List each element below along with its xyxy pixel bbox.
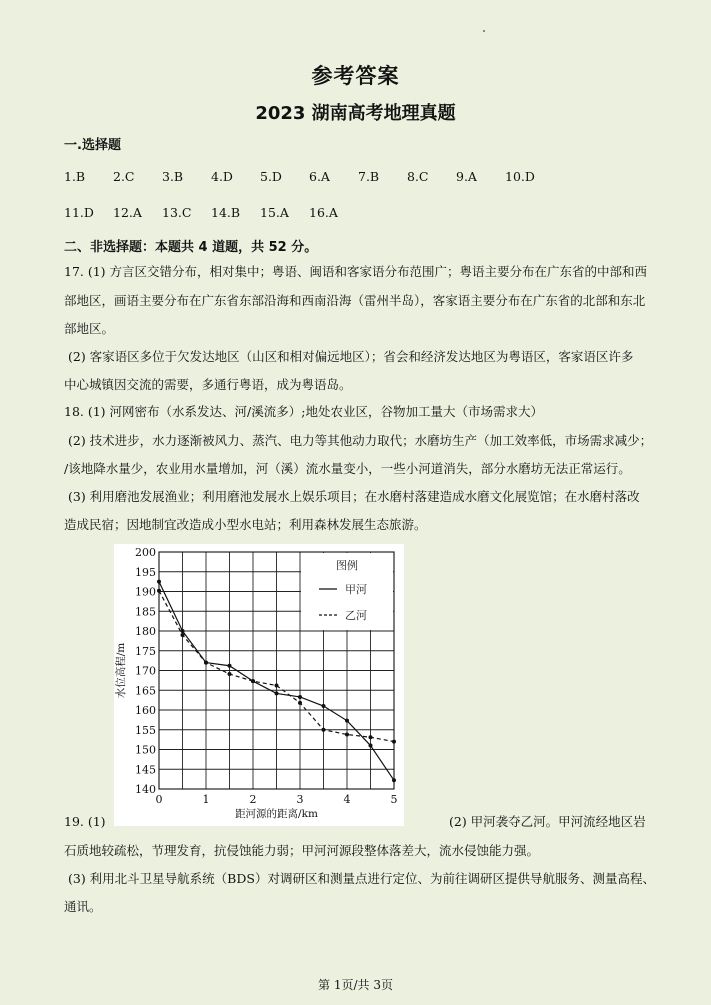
mc-answer: 12.A — [113, 205, 142, 220]
y-tick-label: 175 — [135, 644, 156, 658]
mc-answer: 16.A — [309, 205, 338, 220]
data-point — [157, 589, 161, 593]
x-tick-label: 0 — [155, 793, 163, 806]
data-point — [275, 691, 279, 695]
data-point — [228, 672, 232, 676]
data-point — [298, 701, 302, 705]
water-level-chart — [114, 544, 404, 826]
mc-answer: 9.A — [456, 169, 477, 184]
y-tick-label: 190 — [135, 585, 156, 599]
q17-p1-line3: 部地区。 — [64, 321, 115, 336]
data-point — [322, 728, 326, 732]
x-tick-label: 3 — [296, 793, 304, 806]
legend-label: 乙河 — [345, 609, 367, 622]
q19-p1-prefix: 19. (1) — [64, 814, 106, 829]
q19-p2-line1: (2) 甲河袭夺乙河。甲河流经地区岩 — [449, 814, 646, 829]
data-point — [204, 661, 208, 665]
y-tick-label: 170 — [135, 664, 156, 678]
q19-p3-line1: (3) 利用北斗卫星导航系统（BDS）对调研区和测量点进行定位、为前往调研区提供导航服务、测量高程、 — [68, 871, 655, 886]
q18-p2-line1: (2) 技术进步，水力逐渐被风力、蒸汽、电力等其他动力取代；水磨坊生产（加工效率低，市场需求减少； — [68, 433, 653, 448]
data-point — [298, 695, 302, 699]
mc-answer: 4.D — [211, 169, 233, 184]
q19-p3-line2: 通讯。 — [64, 899, 102, 914]
x-tick-label: 2 — [249, 793, 257, 806]
document-title: 参考答案 — [311, 64, 400, 88]
y-tick-label: 200 — [135, 546, 156, 559]
q17-p1-line2: 部地区，画语主要分布在广东省东部沿海和西南沿海（雷州半岛），客家语主要分布在广东省的北部和东北 — [64, 293, 646, 308]
mc-answer: 2.C — [113, 169, 135, 184]
mc-answer: 5.D — [260, 169, 282, 184]
x-axis-label: 距河源的距离/km — [235, 808, 318, 820]
mc-answer: 6.A — [309, 169, 330, 184]
document-subtitle: 2023 湖南高考地理真题 — [255, 103, 456, 124]
data-point — [369, 744, 373, 748]
y-tick-label: 150 — [135, 743, 156, 757]
y-tick-label: 160 — [135, 704, 156, 717]
data-point — [251, 679, 255, 683]
mc-answer: 3.B — [162, 169, 184, 184]
mc-answer: 15.A — [260, 205, 289, 220]
page-number: 第 1页/共 3页 — [318, 978, 393, 992]
y-tick-label: 140 — [135, 783, 156, 796]
mc-answer: 14.B — [211, 205, 241, 220]
scan-speck — [483, 30, 485, 32]
x-tick-label: 1 — [202, 793, 210, 806]
q17-p2-line1: (2) 客家语区多位于欠发达地区（山区和相对偏远地区）；省会和经济发达地区为粤语区，客家语区许多 — [68, 349, 634, 364]
data-point — [181, 629, 185, 633]
data-point — [181, 633, 185, 637]
data-point — [345, 732, 349, 736]
q17-p2-line2: 中心城镇因交流的需要，多通行粤语，成为粤语岛。 — [64, 377, 352, 392]
y-tick-label: 155 — [135, 723, 156, 737]
section-multiple-choice-heading: 一.选择题 — [64, 138, 121, 153]
answers-row-2 — [64, 205, 358, 220]
data-point — [322, 704, 326, 708]
q18-p2-line2: /该地降水量少，农业用水量增加，河（溪）流水量变小，一些小河道消失，部分水磨坊无法正常运行。 — [64, 461, 631, 476]
mc-answer: 1.B — [64, 169, 86, 184]
q19-p2-line2: 石质地较疏松，节理发育，抗侵蚀能力弱；甲河河源段整体落差大，流水侵蚀能力强。 — [64, 843, 540, 858]
section-free-response-heading: 二、非选择题：本题共 4 道题，共 52 分。 — [64, 240, 318, 255]
data-point — [369, 735, 373, 739]
data-point — [345, 719, 349, 723]
legend-label: 甲河 — [345, 583, 367, 596]
x-tick-label: 4 — [343, 793, 351, 806]
q18-p3-line2: 造成民宿；因地制宜改造成小型水电站；利用森林发展生态旅游。 — [64, 517, 427, 532]
data-point — [228, 664, 232, 668]
data-point — [392, 740, 396, 744]
legend-title: 图例 — [336, 559, 358, 572]
x-tick-label: 5 — [390, 793, 398, 806]
y-tick-label: 165 — [135, 684, 156, 698]
q18-p1: 18. (1) 河网密布（水系发达、河/溪流多）;地处农业区，谷物加工量大（市场需求大） — [64, 404, 543, 419]
mc-answer: 8.C — [407, 169, 429, 184]
y-tick-label: 180 — [135, 625, 156, 638]
data-point — [392, 778, 396, 782]
mc-answer: 7.B — [358, 169, 380, 184]
data-point — [157, 580, 161, 584]
q18-p3-line1: (3) 利用磨池发展渔业；利用磨池发展水上娱乐项目；在水磨村落建造成水磨文化展览馆；在水磨村落改 — [68, 489, 640, 504]
y-tick-label: 185 — [135, 605, 156, 619]
y-axis-label: 水位高程/m — [115, 642, 127, 699]
data-point — [275, 684, 279, 688]
q17-p1-line1: 17. (1) 方言区交错分布，相对集中；粤语、闽语和客家语分布范围广；粤语主要分布在广东省的中部和西 — [64, 264, 648, 279]
mc-answer: 13.C — [162, 205, 192, 220]
mc-answer: 10.D — [505, 169, 535, 184]
answers-row-1 — [64, 169, 554, 184]
mc-answer: 11.D — [64, 205, 94, 220]
y-tick-label: 145 — [135, 763, 156, 777]
y-tick-label: 195 — [135, 565, 156, 579]
